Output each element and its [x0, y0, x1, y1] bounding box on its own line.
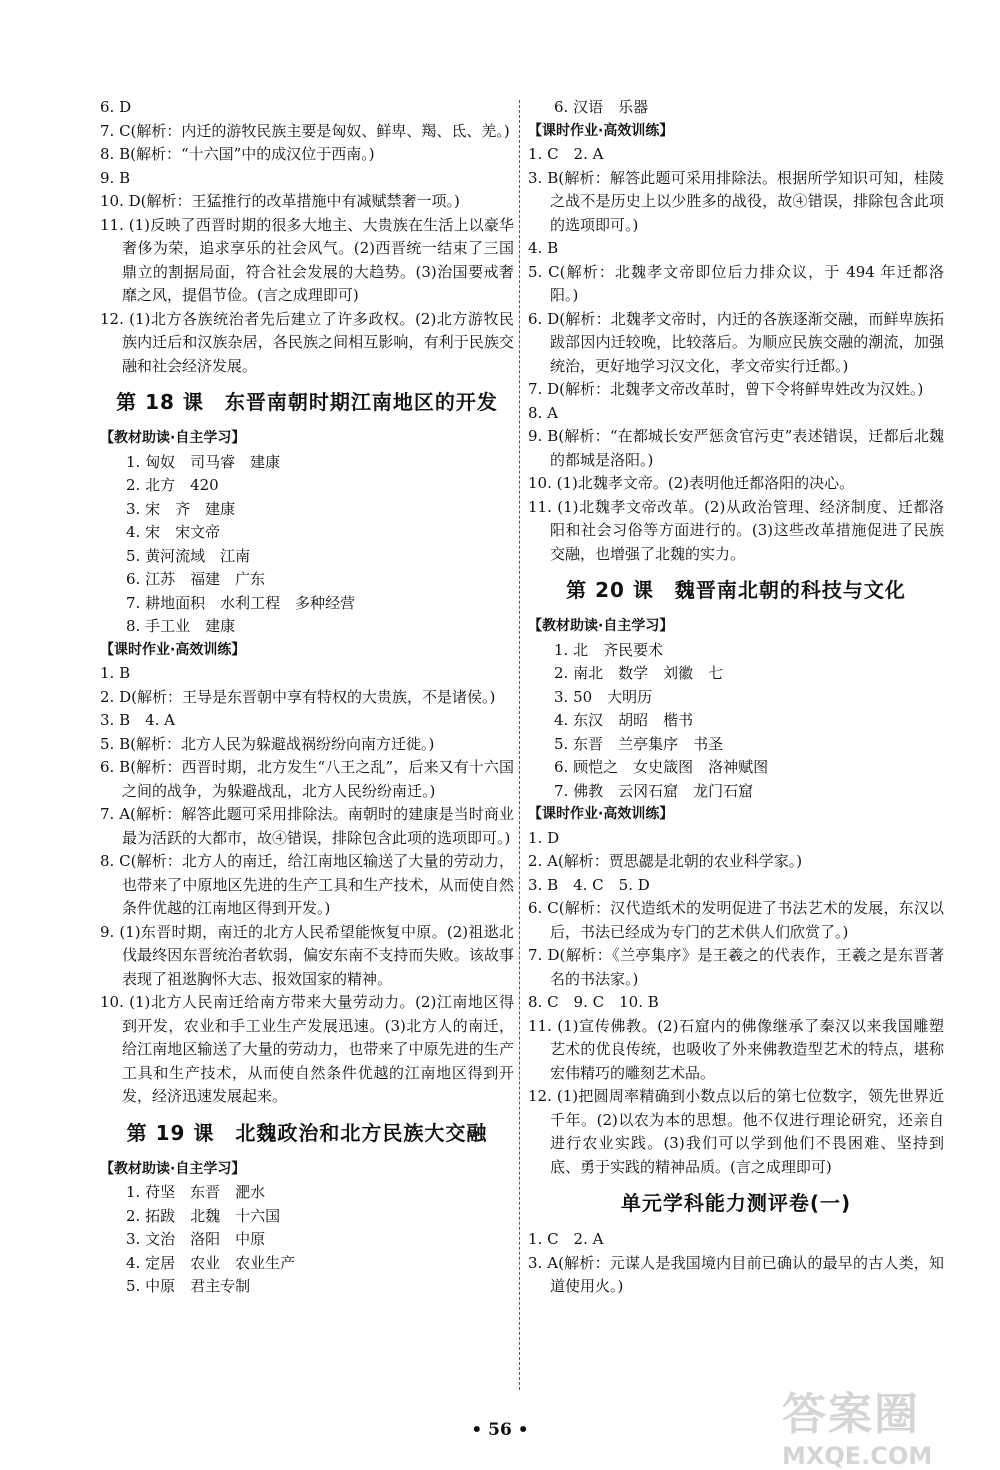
- self-study-item: 1. 北 齐民要术: [554, 640, 664, 659]
- self-study-item: 4. 宋 宋文帝: [126, 523, 221, 541]
- answer-item: 11. (1)宣传佛教。(2)石窟内的佛像继承了秦汉以来我国雕塑艺术的优良传统，也吸收了外来佛教造型艺术的特点，堪称宏伟精巧的雕刻艺术品。: [528, 1016, 944, 1082]
- self-study-item: 1. 苻坚 东晋 淝水: [126, 1183, 266, 1201]
- left-column: [100, 96, 514, 1299]
- answer-item: 10. (1)北方人民南迁给南方带来大量劳动力。(2)江南地区得到开发，农业和手工业生产发展迅速。(3)北方人的南迁，给江南地区输送了大量的劳动力，也带来了中原先进的生产工具和生产技术，从而使自然条件优越的江南地区得到开发，经济迅速发展起来。: [100, 993, 514, 1105]
- self-study-item: 5. 东晋 兰亭集序 书圣: [554, 734, 724, 753]
- answer-item: 3. B(解析：解答此题可采用排除法。根据所学知识可知，桂陵之战不是历史上以少胜多的战役，故④错误，排除包含此项的选项即可。): [528, 168, 944, 234]
- answer-item: 7. C(解析：内迁的游牧民族主要是匈奴、鲜卑、羯、氐、羌。): [100, 121, 510, 140]
- lesson-18-heading: 第 18 课 东晋南朝时期江南地区的开发: [116, 390, 498, 414]
- answer-item: 3. B 4. A: [100, 711, 176, 729]
- self-study-item: 2. 北方 420: [126, 476, 219, 494]
- answer-item: 8. C 9. C 10. B: [528, 993, 659, 1011]
- lesson-20-heading: 第 20 课 魏晋南北朝的科技与文化: [566, 578, 906, 602]
- section-tag: 【课时作业·高效训练】: [100, 641, 246, 658]
- answer-item: 4. B: [528, 239, 559, 257]
- watermark-logo: [782, 1378, 972, 1470]
- self-study-item: 7. 耕地面积 水利工程 多种经营: [126, 593, 356, 612]
- watermark-logo-text: 答案圈: [782, 1389, 920, 1440]
- answer-item: 9. (1)东晋时期，南迁的北方人民希望能恢复中原。(2)祖逖北伐最终因东晋统治者软弱，偏安东南不支持而失败。该故事表现了祖逖胸怀大志、报效国家的精神。: [100, 922, 514, 988]
- answer-item: 6. C(解析：汉代造纸术的发明促进了书法艺术的发展，东汉以后，书法已经成为专门的艺术供人们欣赏了。): [528, 899, 944, 941]
- unit-test-heading: 单元学科能力测评卷(一): [620, 1191, 852, 1215]
- self-study-item: 4. 定居 农业 农业生产: [126, 1253, 296, 1272]
- answer-item: 5. B(解析：北方人民为躲避战祸纷纷向南方迁徙。): [100, 734, 435, 753]
- answer-item: 2. A(解析：贾思勰是北朝的农业科学家。): [528, 852, 803, 870]
- answer-item: 12. (1)把圆周率精确到小数点以后的第七位数字，领先世界近千年。(2)以农为本的思想。他不仅进行理论研究，还亲自进行农业实践。(3)我们可以学到他们不畏困难、坚持到底、勇于实践的精神品质。(言之成理即可): [528, 1087, 944, 1176]
- right-column: [528, 96, 944, 1299]
- answer-item: 11. (1)北魏孝文帝改革。(2)从政治管理、经济制度、迁都洛阳和社会习俗等方面进行的。(3)这些改革措施促进了民族交融，也增强了北魏的实力。: [528, 497, 944, 563]
- answer-item: 1. C 2. A: [528, 1230, 604, 1248]
- section-tag: 【教材助读·自主学习】: [100, 430, 246, 446]
- answer-item: 5. C(解析：北魏孝文帝即位后力排众议，于 494 年迁都洛阳。): [528, 262, 944, 304]
- answer-item: 7. D(解析：北魏孝文帝改革时，曾下令将鲜卑姓改为汉姓。): [528, 380, 924, 398]
- self-study-item: 3. 50 大明历: [554, 687, 653, 706]
- answer-item: 8. A: [528, 403, 558, 422]
- self-study-item: 8. 手工业 建康: [126, 617, 236, 635]
- answer-item: 1. B: [100, 664, 131, 682]
- answer-item: 6. D(解析：北魏孝文帝时，内迁的各族逐渐交融，而鲜卑族拓跋部因内迁较晚，比较落后。为顺应民族交融的潮流，加强统治，更好地学习汉文化，孝文帝实行迁都。): [528, 309, 944, 375]
- page-number: • 56 •: [471, 1420, 529, 1440]
- answer-item: 3. B 4. C 5. D: [528, 875, 650, 894]
- self-study-item: 2. 拓跋 北魏 十六国: [126, 1206, 281, 1225]
- self-study-item: 6. 顾恺之 女史箴图 洛神赋图: [554, 758, 769, 776]
- answer-item: 11. (1)反映了西晋时期的很多大地主、大贵族在生活上以豪华奢侈为荣，追求享乐的社会风气。(2)西晋统一结束了三国鼎立的割据局面，符合社会发展的大趋势。(3)治国要戒奢靡之风，提倡节俭。(言之成理即可): [100, 215, 514, 304]
- answer-item: 9. B(解析：“在都城长安严惩贪官污吏”表述错误，迁都后北魏的都城是洛阳。): [528, 427, 944, 469]
- section-tag: 【教材助读·自主学习】: [100, 1160, 246, 1177]
- self-study-item: 3. 文治 洛阳 中原: [126, 1230, 266, 1248]
- section-tag: 【课时作业·高效训练】: [528, 122, 674, 139]
- self-study-item: 7. 佛教 云冈石窟 龙门石窟: [554, 781, 754, 800]
- answer-item: 10. (1)北魏孝文帝。(2)表明他迁都洛阳的决心。: [528, 474, 855, 492]
- answer-item: 8. B(解析：“十六国”中的成汉位于西南。): [100, 145, 375, 163]
- answer-item: 7. A(解析：解答此题可采用排除法。南朝时的建康是当时商业最为活跃的大都市，故④错误，排除包含此项的选项即可。): [100, 805, 514, 847]
- answer-item: 10. D(解析：王猛推行的改革措施中有减赋禁奢一项。): [100, 192, 460, 210]
- self-study-item: 5. 黄河流域 江南: [126, 546, 251, 565]
- answer-item: 6. B(解析：西晋时期，北方发生“八王之乱”，后来又有十六国之间的战争，为躲避战乱，北方人民纷纷南迁。): [100, 758, 514, 800]
- section-tag: 【课时作业·高效训练】: [528, 806, 674, 822]
- column-divider: [519, 100, 520, 1390]
- answer-item: 3. A(解析：元谋人是我国境内目前已确认的最早的古人类，知道使用火。): [528, 1253, 944, 1295]
- answer-item: 9. B: [100, 168, 131, 187]
- self-study-item: 3. 宋 齐 建康: [126, 499, 236, 518]
- answer-item: 8. C(解析：北方人的南迁，给江南地区输送了大量的劳动力，也带来了中原地区先进的生产工具和生产技术，从而使自然条件优越的江南地区得到开发。): [100, 852, 514, 917]
- answer-item: 1. D: [528, 828, 560, 847]
- lesson-19-heading: 第 19 课 北魏政治和北方民族大交融: [126, 1120, 488, 1145]
- section-tag: 【教材助读·自主学习】: [528, 618, 674, 634]
- self-study-item: 6. 汉语 乐器: [554, 98, 649, 116]
- answer-item: 6. D: [100, 98, 132, 116]
- self-study-item: 2. 南北 数学 刘徽 七: [554, 664, 724, 682]
- answer-item: 7. D(解析：《兰亭集序》是王羲之的代表作，王羲之是东晋著名的书法家。): [528, 946, 944, 988]
- self-study-item: 1. 匈奴 司马睿 建康: [126, 452, 281, 471]
- watermark-url: MXQE.COM: [782, 1442, 933, 1470]
- answer-item: 2. D(解析：王导是东晋朝中享有特权的大贵族，不是诸侯。): [100, 687, 496, 706]
- answer-item: 1. C 2. A: [528, 145, 604, 163]
- self-study-item: 6. 江苏 福建 广东: [126, 570, 266, 588]
- self-study-item: 4. 东汉 胡昭 楷书: [554, 711, 694, 729]
- answer-item: 12. (1)北方各族统治者先后建立了许多政权。(2)北方游牧民族内迁后和汉族杂居，各民族之间相互影响，有利于民族交融和社会经济发展。: [100, 309, 514, 375]
- self-study-item: 5. 中原 君主专制: [126, 1277, 251, 1295]
